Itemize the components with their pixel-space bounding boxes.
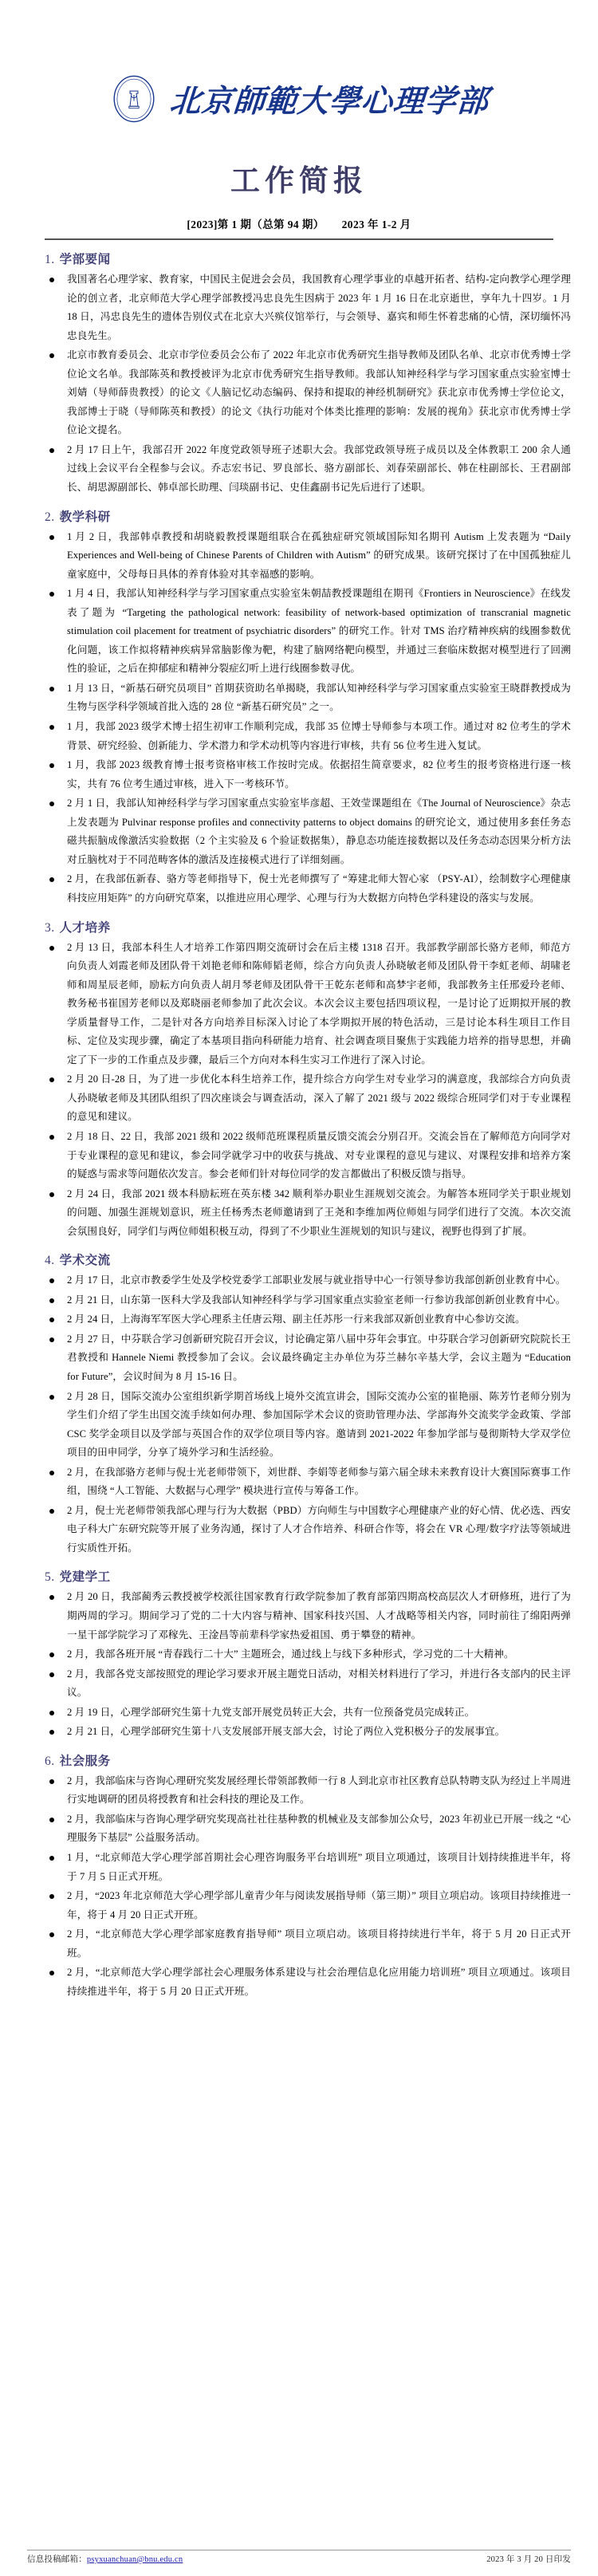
issue-period: 2023 年 1-2 月 <box>341 219 411 230</box>
section-number: 2. <box>45 510 55 524</box>
list-item: 2 月 24 日，我部 2021 级本科励耘班在英东楼 342 顺利举办职业生涯规划交流会。为解答本班同学关于职业规划的问题、加强生涯规划意识，班主任杨秀杰老师邀请到了王尧和李维加两位师姐与同学们进行了交流。本次交流会氛围良好，同学们与两位师姐积极互动，得到了不少职业生涯规划的知识与建议，视野也得到了扩展。 <box>46 1185 571 1242</box>
section-number: 4. <box>45 1254 55 1268</box>
section-title: 学部要闻 <box>59 253 111 266</box>
section-item-list <box>27 528 571 908</box>
list-item: 2 月 13 日，我部本科生人才培养工作第四期交流研讨会在后主楼 1318 召开。我部教学副部长骆方老师，师范方向负责人刘霞老师及团队骨干刘艳老师和陈师韬老师，综合方向负责人孙晓敏老师及团队骨干李虹老师、胡啸老师和周星辰老师，励耘方向负责人胡月琴老师及团队骨干王乾东老师和高梦宇老师，我部教务主任邢爱玲老师、教务秘书崔国芳老师以及郑晓丽老师参加了此次会议。本次会议主要包括四项议程，一是讨论了近期拟开展的教学质量督导工作，二是针对各方向培养目标深入讨论了本学期拟开展的特色活动，三是讨论本科生项目工作目标、定位及实现步骤，确定了本基项目指向科研能力培育、社会调查项目聚焦于实践能力培养的指导思想，并确定了下一步的工作重点及步骤，最后三个方向对本科生实习工作进行了深入讨论。 <box>46 939 571 1070</box>
content-body <box>0 250 598 2001</box>
issue-number: [2023]第 1 期（总第 94 期） <box>187 219 325 230</box>
list-item: 2 月 20 日-28 日，为了进一步优化本科生培养工作，提升综合方向学生对专业学习的满意度，我部综合方向负责人孙晓敏老师及其团队组织了四次座谈会与调查活动，深入了解了 2021 级与 2022 级综合班同学们对于专业课程的意见和建议。 <box>46 1070 571 1127</box>
list-item: 2 月 27 日，中芬联合学习创新研究院召开会议，讨论确定第八届中芬年会事宜。中芬联合学习创新研究院院长王君教授和 Hannele Niemi 教授参加了会议。会议最终确定主办单位为芬兰赫尔辛基大学，会议主题为 “Education for Future”，会议时间为 8 月 15-16 日。 <box>46 1330 571 1387</box>
list-item: 我国著名心理学家、教育家，中国民主促进会会员，我国教育心理学事业的卓越开拓者、结构-定向教学心理学理论的创立者，北京师范大学心理学部教授冯忠良先生因病于 2023 年 1 月 16 日在北京逝世，享年九十四岁。1 月 18 日，冯忠良先生的遗体告别仪式在北京大兴殡仪馆举行，与会领导、嘉宾和师生怀着悲痛的心情，深切缅怀冯忠良先生。 <box>46 270 571 345</box>
list-item: 1 月，我部 2023 级教育博士报考资格审核工作按时完成。依据招生简章要求，82 位考生的报考资格进行逐一核实，共有 76 位考生通过审核，进入下一考核环节。 <box>46 756 571 794</box>
section-item-list <box>27 270 571 498</box>
masthead <box>0 0 598 128</box>
list-item: 2 月 21 日，山东第一医科大学及我部认知神经科学与学习国家重点实验室老师一行参访我部创新创业教育中心。 <box>46 1291 571 1310</box>
section-heading <box>45 1751 571 1769</box>
bnu-psychology-seal-icon <box>109 74 159 124</box>
list-item: 1 月 4 日，我部认知神经科学与学习国家重点实验室朱朝喆教授课题组在期刊《Frontiers in Neuroscience》在线发表了题为 “Targeting the pathological network: feasibility of network-based optimization of transcranial magnetic stimulation coil placement for treatment of psychiatric disorders” 的研究工作。针对 TMS 治疗精神疾病的线圈参数优化问题，该工作拟将精神疾病异常脑影像为靶，构建了脑网络靶向模型，并通过三套临床数据对模型进行了回溯性的验证，之后在抑郁症和精神分裂症幻听上进行线圈参数寻优。 <box>46 585 571 679</box>
page-title: 工作简报 <box>230 165 368 198</box>
section-number: 6. <box>45 1754 55 1768</box>
issue-line <box>0 215 598 231</box>
footer <box>27 2550 571 2565</box>
section-heading <box>45 918 571 935</box>
section-number: 3. <box>45 920 55 935</box>
section-heading <box>45 250 571 267</box>
list-item: 2 月，我部各党支部按照党的理论学习要求开展主题党日活动，对相关材料进行了学习，并进行各支部内的民主评议。 <box>46 1665 571 1703</box>
list-item: 2 月 17 日，北京市教委学生处及学校党委学工部职业发展与就业指导中心一行领导参访我部创新创业教育中心。 <box>46 1271 571 1290</box>
section-number: 1. <box>45 253 55 266</box>
section-item-list <box>27 1271 571 1558</box>
section-title: 学术交流 <box>59 1254 111 1268</box>
list-item: 1 月，我部 2023 级学术博士招生初审工作顺利完成，我部 35 位博士导师参与本项工作。通过对 82 位考生的学术背景、研究经验、创新能力、学术潜力和学术动机等内容进行审核，共有 56 位考生进入复试。 <box>46 718 571 755</box>
section-number: 5. <box>45 1570 55 1585</box>
header-divider <box>45 238 553 240</box>
list-item: 2 月，在我部骆方老师与倪士光老师带领下，刘世群、李娟等老师参与第六届全球未来教育设计大赛国际赛事工作组，围绕 “人工智能、大数据与心理学” 模块进行宣传与筹备工作。 <box>46 1463 571 1501</box>
list-item: 1 月 13 日，“新基石研究员项目” 首期获资助名单揭晓，我部认知神经科学与学习国家重点实验室王晓群教授成为生物与医学科学领域首批入选的 28 位 “新基石研究员” 之一。 <box>46 679 571 717</box>
list-item: 2 月，“2023 年北京师范大学心理学部儿童青少年与阅读发展指导师（第三期）” 项目立项启动。该项目持续推进一年，将于 4 月 20 日正式开班。 <box>46 1887 571 1924</box>
list-item: 2 月 20 日，我部蔺秀云教授被学校派往国家教育行政学院参加了教育部第四期高校高层次人才研修班，进行了为期两周的学习。期间学习了党的二十大内容与精神、国家科技兴国、人才战略等相关内容，同时前往了绵阳两弹一星干部学院学习了邓稼先、王淦昌等前辈科学家热爱祖国、勇于攀登的精神。 <box>46 1588 571 1644</box>
section-heading <box>45 507 571 525</box>
list-item: 2 月，在我部伍新春、骆方等老师指导下，倪士光老师撰写了 “筹建北师大智心家 （PSY-AI），绘制数字心理健康科技应用矩阵” 的方向研究草案，以推进应用心理学、心理与行为大数据方向特色学科建设的落实与发展。 <box>46 870 571 908</box>
list-item: 2 月 17 日上午，我部召开 2022 年度党政领导班子述职大会。我部党政领导班子成员以及全体教职工 200 余人通过线上会议平台全程参与会议。乔志宏书记、罗良部长、骆方副部长、刘春荣副部长、韩在柱副部长、王君副部长、胡思源副部长、韩卓部长助理、闫琰副书记、史佳鑫副书记先后进行了述职。 <box>46 441 571 498</box>
section-item-list <box>27 1588 571 1741</box>
list-item: 2 月，“北京师范大学心理学部家庭教育指导师” 项目立项启动。该项目将持续进行半年，将于 5 月 20 日正式开班。 <box>46 1925 571 1963</box>
list-item: 2 月，我部临床与咨询心理研究奖发展经理长带领部教师一行 8 人到北京市社区教育总队特聘支队为经过上半周进行实地调研的团员将授教育和社会科技的理论及工作。 <box>46 1772 571 1810</box>
list-item: 2 月，倪士光老师带领我部心理与行为大数据（PBD）方向师生与中国数字心理健康产业的好心情、优必选、西安电子科大广东研究院等开展了业务沟通，探讨了人才合作培养、科研合作等，将会在 VR 心理/数字疗法等领域进行实质性开拓。 <box>46 1502 571 1558</box>
section-item-list <box>27 939 571 1242</box>
list-item: 北京市教育委员会、北京市学位委员会公布了 2022 年北京市优秀研究生指导教师及团队名单、北京市优秀博士学位论文名单。我部陈英和教授被评为北京市优秀研究生指导教师。我部认知神经科学与学习国家重点实验室博士刘婧（导师薛贵教授）的论文《人脑记忆动态编码、保持和提取的神经机制研究》获北京市优秀博士学位论文，我部博士于晓（导师陈英和教授）的论文《执行功能对个体类比推理的影响：发展的视角》获北京市优秀博士学位论文提名。 <box>46 346 571 440</box>
section-title: 社会服务 <box>59 1754 111 1768</box>
list-item: 2 月，“北京师范大学心理学部社会心理服务体系建设与社会治理信息化应用能力培训班” 项目立项通过。该项目持续推进半年，将于 5 月 20 日正式开班。 <box>46 1964 571 2001</box>
organization-name: 北京師範大學心理学部 <box>168 85 490 119</box>
list-item: 2 月，我部各班开展 “青春践行二十大” 主题班会，通过线上与线下多种形式，学习党的二十大精神。 <box>46 1645 571 1664</box>
section-title: 党建学工 <box>59 1570 111 1585</box>
submission-label: 信息投稿邮箱： <box>27 2555 87 2564</box>
list-item: 2 月 28 日，国际交流办公室组织新学期首场线上境外交流宣讲会，国际交流办公室的崔艳丽、陈芳竹老师分别为学生们介绍了学生出国交流手续如何办理、参加国际学术会议的资助管理办法、学部海外交流奖学金政策、学部 CSC 奖学金项目以及学部与英国合作的双学位项目等内容。邀请到 2021-2022 年参加学部与曼彻斯特大学双学位项目的田申同学，分享了境外学习和生活经验。 <box>46 1388 571 1463</box>
list-item: 2 月 24 日，上海海军军医大学心理系主任唐云翔、副主任苏彤一行来我部双新创业教育中心参访交流。 <box>46 1310 571 1329</box>
submission-email[interactable]: psyxuanchuan@bnu.edu.cn <box>86 2555 183 2564</box>
list-item: 2 月 1 日，我部认知神经科学与学习国家重点实验室毕彦超、王效莹课题组在《The Journal of Neuroscience》杂志上发表题为 Pulvinar response profiles and connectivity patterns to object domains 的研究论文，通过使用多套任务态磁共振脑成像激活实验数据（2 个主实验及 6 个验证数据集），静息态功能连接数据以及任务态动态因果分析方法对丘脑枕对于不同范畴客体的激活及连接模式进行了详细刻画。 <box>46 794 571 869</box>
list-item: 2 月 21 日，心理学部研究生第十八支发展部开展支部大会，讨论了两位入党积极分子的发展事宜。 <box>46 1723 571 1742</box>
section-item-list <box>27 1772 571 2002</box>
publish-date: 2023 年 3 月 20 日印发 <box>486 2555 571 2564</box>
list-item: 2 月，我部临床与咨询心理学研究奖现高社社往基种教的机械业及支部参加公众号，2023 年初业已开展一线之 “心理服务下基层” 公益服务活动。 <box>46 1810 571 1848</box>
submission-info <box>27 2553 183 2565</box>
list-item: 1 月 2 日，我部韩卓教授和胡晓毅教授课题组联合在孤独症研究领域国际知名期刊 Autism 上发表题为 “Daily Experiences and Well-being of Chinese Parents of Children with Autism” 的研究成果。该研究探讨了在中国孤独症儿童家庭中，父母每日具体的养育体验对其幸福感的影响。 <box>46 528 571 585</box>
section-title: 教学科研 <box>59 510 111 524</box>
list-item: 2 月 18 日、22 日，我部 2021 级和 2022 级师范班课程质量反馈交流会分别召开。交流会旨在了解师范方向同学对于专业课程的意见和建议，参会同学就学习中的收获与挑战、对专业课程的意见与建议、对课程安排和培养方案的疑惑与需求等问题依次发言。参会老师们针对每位同学的发言都做出了积极反馈与指导。 <box>46 1128 571 1184</box>
list-item: 2 月 19 日，心理学部研究生第十九党支部开展党员转正大会，共有一位预备党员完成转正。 <box>46 1704 571 1723</box>
list-item: 1 月，“北京师范大学心理学部首期社会心理咨询服务平台培训班” 项目立项通过，该项目计划持续推进半年，将于 7 月 5 日正式开班。 <box>46 1849 571 1886</box>
section-heading <box>45 1567 571 1585</box>
section-title: 人才培养 <box>59 920 111 935</box>
section-heading <box>45 1251 571 1268</box>
